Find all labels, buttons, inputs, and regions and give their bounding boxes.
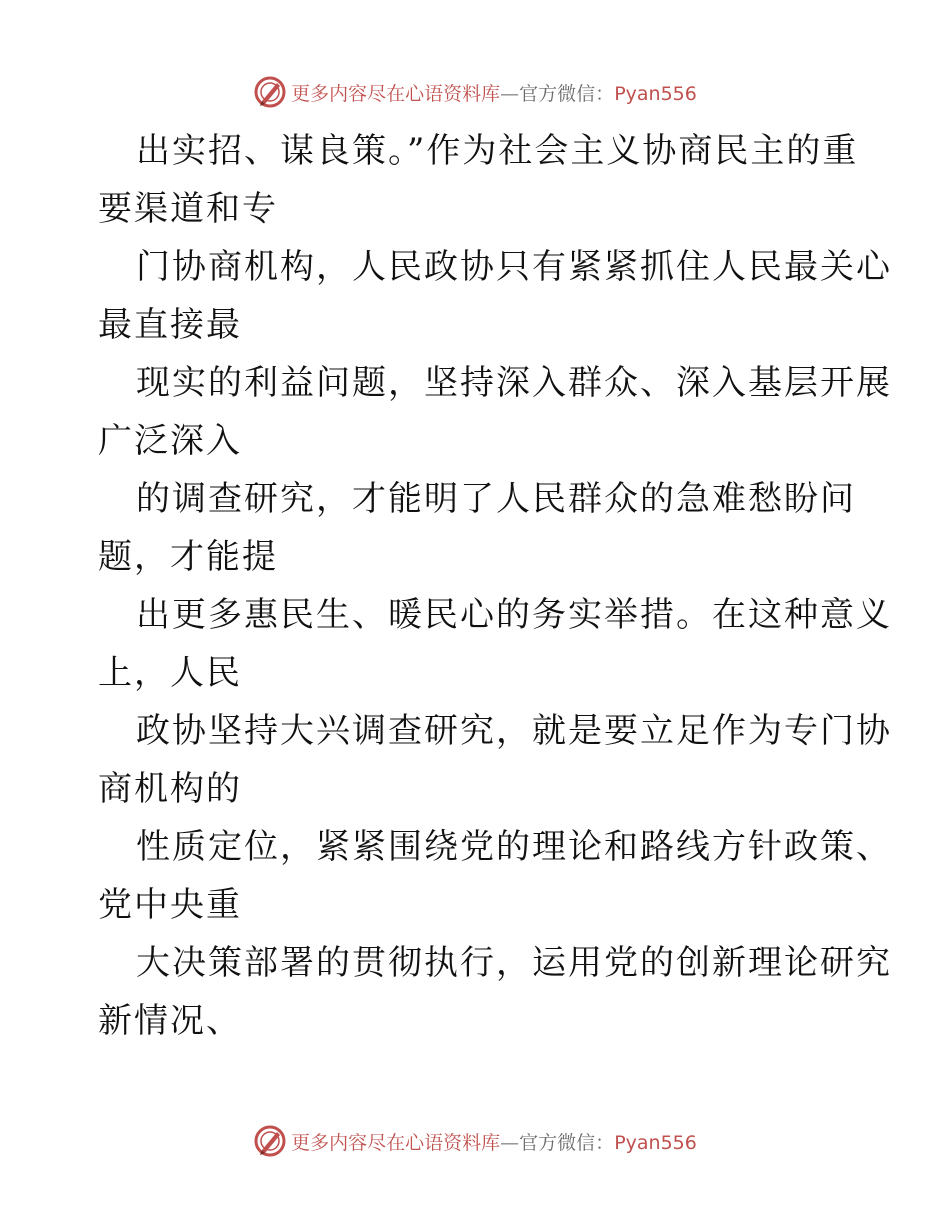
footer-banner bbox=[0, 1121, 950, 1161]
footer-banner-text bbox=[291, 1128, 697, 1155]
body-line: 的调查研究，才能明了人民群众的急难愁盼问 bbox=[136, 479, 856, 519]
body-line: 上，人民 bbox=[98, 653, 242, 693]
header-banner-wechat-label: 官方微信： bbox=[519, 82, 615, 105]
footer-banner-separator: — bbox=[500, 1131, 520, 1154]
header-banner-separator: — bbox=[500, 82, 520, 105]
body-line: 政协坚持大兴调查研究，就是要立足作为专门协 bbox=[136, 711, 892, 751]
body-line: 最直接最 bbox=[98, 305, 242, 345]
body-line: 大决策部署的贯彻执行，运用党的创新理论研究 bbox=[136, 943, 892, 983]
footer-banner-inner bbox=[253, 1124, 697, 1158]
header-banner-main: 更多内容尽在心语资料库 bbox=[291, 82, 501, 105]
footer-banner-wechat-label: 官方微信： bbox=[519, 1131, 615, 1154]
pen-logo-icon bbox=[253, 75, 287, 109]
body-line: 门协商机构，人民政协只有紧紧抓住人民最关心 bbox=[136, 247, 892, 287]
body-line: 新情况、 bbox=[98, 1001, 242, 1041]
header-banner-wechat-id: Pyan556 bbox=[614, 82, 697, 105]
body-line: 出更多惠民生、暖民心的务实举措。在这种意义 bbox=[136, 595, 892, 635]
body-line: 现实的利益问题，坚持深入群众、深入基层开展 bbox=[136, 363, 892, 403]
body-line: 广泛深入 bbox=[98, 421, 242, 461]
body-line: 题，才能提 bbox=[98, 537, 278, 577]
body-line: 党中央重 bbox=[98, 885, 242, 925]
body-line: 出实招、谋良策。”作为社会主义协商民主的重 bbox=[136, 131, 859, 171]
header-banner bbox=[0, 72, 950, 112]
header-banner-text bbox=[291, 79, 697, 106]
body-line: 要渠道和专 bbox=[98, 189, 278, 229]
document-body bbox=[98, 122, 892, 1050]
body-line: 商机构的 bbox=[98, 769, 242, 809]
body-line: 性质定位，紧紧围绕党的理论和路线方针政策、 bbox=[136, 827, 892, 867]
header-banner-inner bbox=[253, 75, 697, 109]
footer-banner-wechat-id: Pyan556 bbox=[614, 1131, 697, 1154]
pen-logo-icon bbox=[253, 1124, 287, 1158]
footer-banner-main: 更多内容尽在心语资料库 bbox=[291, 1131, 501, 1154]
